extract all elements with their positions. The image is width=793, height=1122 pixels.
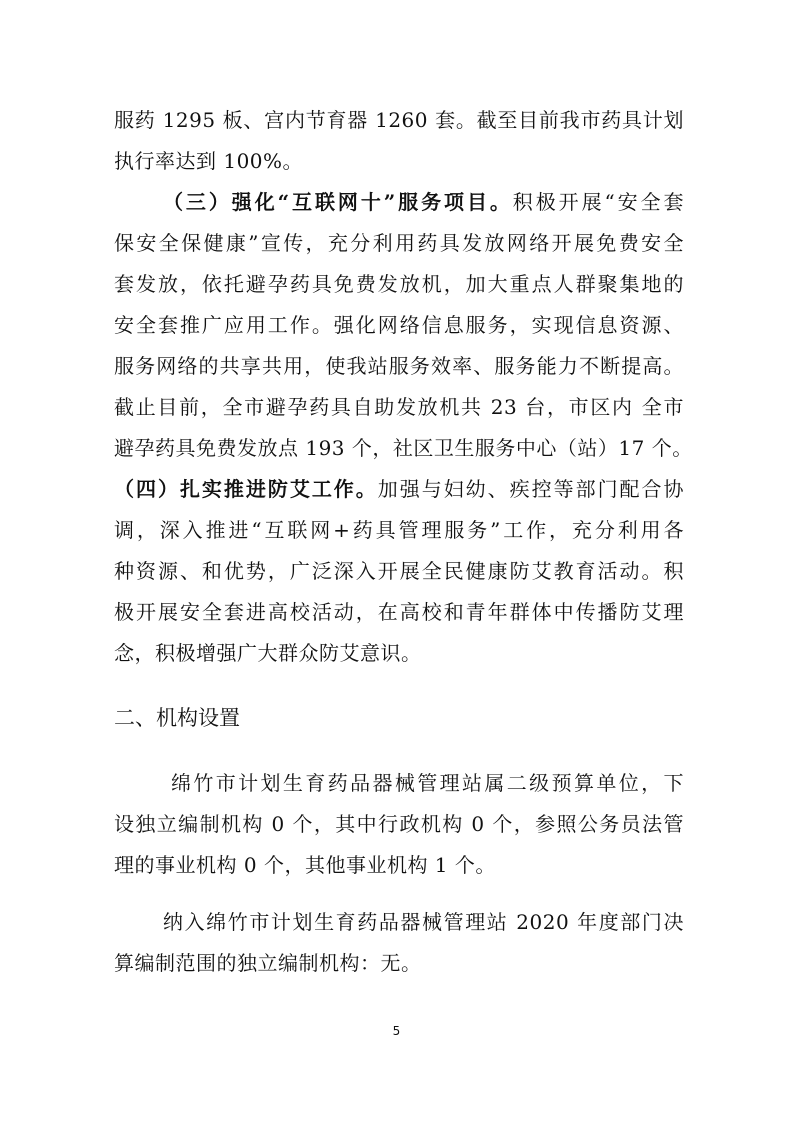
paragraph-line: 调，深入推进“互联网+药具管理服务”工作，充分利用各 — [114, 518, 684, 542]
paragraph-line: 服务网络的共享共用，使我站服务效率、服务能力不断提高。 — [114, 354, 684, 378]
paragraph-text: 加强与妇幼、疾控等部门配合协 — [377, 477, 685, 501]
paragraph-line: 设独立编制机构 0 个，其中行政机构 0 个，参照公务员法管 — [114, 812, 684, 836]
paragraph-line: 安全套推广应用工作。强化网络信息服务，实现信息资源、 — [114, 313, 684, 337]
paragraph-line: 种资源、和优势，广泛深入开展全民健康防艾教育活动。积 — [114, 559, 684, 583]
paragraph-line: 念，积极增强广大群众防艾意识。 — [114, 641, 422, 665]
paragraph-line: 服药 1295 板、宫内节育器 1260 套。截至目前我市药具计划 — [114, 108, 684, 132]
paragraph-line: 保安全保健康”宣传，充分利用药具发放网络开展免费安全 — [114, 231, 684, 255]
paragraph-line: 执行率达到 100%。 — [114, 149, 304, 173]
paragraph-line: 避孕药具免费发放点 193 个，社区卫生服务中心（站）17 个。 — [114, 436, 693, 460]
paragraph-line: 截止目前，全市避孕药具自助发放机共 23 台，市区内 全市 — [114, 395, 684, 419]
paragraph-text: 积极开展“安全套 — [512, 190, 684, 214]
paragraph-line — [163, 184, 684, 220]
paragraph-line: 绵竹市计划生育药品器械管理站属二级预算单位，下 — [171, 771, 684, 795]
paragraph-line: 理的事业机构 0 个，其他事业机构 1 个。 — [114, 853, 496, 877]
subsection-heading: （三）强化“互联网十”服务项目。 — [163, 190, 513, 214]
paragraph-line: 算编制范围的独立编制机构：无。 — [114, 951, 422, 975]
paragraph-line — [114, 471, 684, 507]
subsection-heading: （四）扎实推进防艾工作。 — [114, 477, 378, 501]
paragraph-line: 极开展安全套进高校活动，在高校和青年群体中传播防艾理 — [114, 600, 684, 624]
section-heading: 二、机构设置 — [114, 706, 240, 730]
paragraph-line: 纳入绵竹市计划生育药品器械管理站 2020 年度部门决 — [163, 910, 684, 934]
paragraph-line: 套发放，依托避孕药具免费发放机，加大重点人群聚集地的 — [114, 272, 684, 296]
page-number: 5 — [392, 1024, 401, 1038]
